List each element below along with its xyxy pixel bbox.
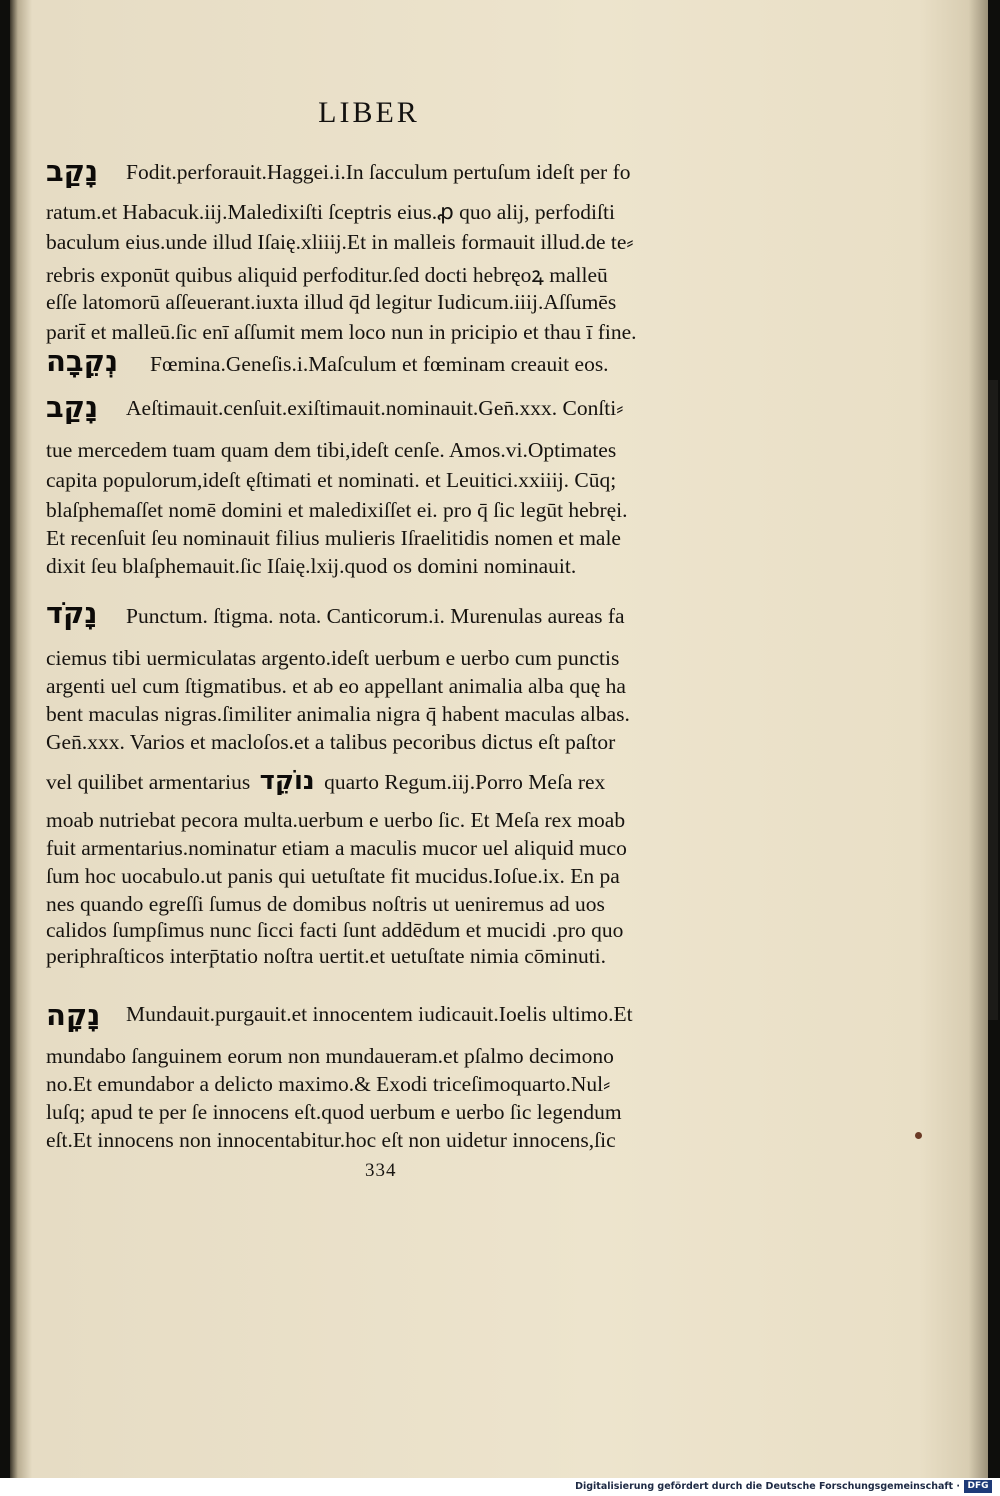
running-head: LIBER <box>318 96 420 129</box>
entry-line: no.Et emundabor a delicto maximo.& Exodi triceſimoquarto.Nul⸗ <box>46 1072 611 1096</box>
inline-headword: נוֹקֵד <box>259 766 315 796</box>
entry-headword: נָקַב <box>46 390 99 424</box>
binding-edge <box>988 380 998 1020</box>
entry-line: Gen̄.xxx. Varios et macloſos.et a talibus pecoribus dictus eſt paſtor <box>46 730 616 754</box>
entry-line: Punctum. ſtigma. nota. Canticorum.i. Murenulas aureas fa <box>126 604 625 628</box>
entry-line: ciemus tibi uermiculatas argento.ideſt uerbum e uerbo cum punctis <box>46 646 620 670</box>
entry-line: ratum.et Habacuk.iij.Maledixiſti ſceptris eius.ꝓ quo alij, perfodiſti <box>46 200 615 224</box>
entry-line: parit̄ et malleū.ſic enī aſſumit mem loco nun in pricipio et thau ī fine. <box>46 320 637 344</box>
entry-line: Mundauit.purgauit.et innocentem iudicauit.Ioelis ultimo.Et <box>126 1002 633 1026</box>
entry-line: eſt.Et innocens non innocentabitur.hoc eſt non uidetur innocens,ſic <box>46 1128 616 1152</box>
funding-credit: Digitalisierung gefördert durch die Deutsche Forschungsgemeinschaft · <box>575 1481 960 1492</box>
entry-line: Fœmina.Geneſis.i.Maſculum et fœminam creauit eos. <box>150 352 609 376</box>
entry-inline-line <box>46 766 605 796</box>
entry-headword: נָקַב <box>46 154 99 188</box>
entry-line: argenti uel cum ſtigmatibus. et ab eo appellant animalia alba quę ha <box>46 674 626 698</box>
entry-line: nes quando egreſſi ſumus de domibus noſtris ut ueniremus ad uos <box>46 892 605 916</box>
entry-line: tue mercedem tuam quam dem tibi,ideſt cenſe. Amos.vi.Optimates <box>46 438 617 462</box>
entry-line: Et recenſuit ſeu nominauit filius mulieris Iſraelitidis nomen et male <box>46 526 621 550</box>
entry-line: moab nutriebat pecora multa.uerbum e uerbo ſic. Et Meſa rex moab <box>46 808 626 832</box>
folio-number: 334 <box>365 1160 397 1181</box>
entry-headword: נָקֹד <box>46 596 98 630</box>
entry-line: baculum eius.unde illud Iſaię.xliiij.Et in malleis formauit illud.de te⸗ <box>46 230 634 254</box>
entry-line: luſq; apud te per ſe innocens eſt.quod uerbum e uerbo ſic legendum <box>46 1100 622 1124</box>
entry-headword: נְקֵבָה <box>46 344 119 378</box>
entry-line: Fodit.perforauit.Haggei.i.In ſacculum pertuſum ideſt per fo <box>126 160 631 184</box>
entry-line: capita populorum,ideſt ęſtimati et nominati. et Leuitici.xxiiij. Cūq; <box>46 468 617 492</box>
entry-line: rebris exponūt quibus aliquid perfoditur.ſed docti hebręoꝝ malleū <box>46 263 608 287</box>
book-page <box>10 0 988 1478</box>
inline-before: vel quilibet armentarius <box>46 770 251 794</box>
entry-headword: נָקָה <box>46 998 101 1032</box>
entry-line: ſum hoc uocabulo.ut panis qui uetuſtate fit mucidus.Ioſue.ix. En pa <box>46 864 620 888</box>
digitization-footer <box>0 1478 1000 1496</box>
dfg-logo: DFG <box>964 1480 992 1493</box>
entry-line: bent maculas nigras.ſimiliter animalia nigra q̄ habent maculas albas. <box>46 702 630 726</box>
entry-line: periphraſticos interp̄tatio noſtra uertit.et uetuſtate nimia cōminuti. <box>46 944 607 968</box>
entry-line: Aeſtimauit.cenſuit.exiſtimauit.nominauit.Gen̄.xxx. Conſti⸗ <box>126 396 624 420</box>
entry-line: eſſe latomorū aſſeuerant.iuxta illud q̄d legitur Iudicum.iiij.Aſſumēs <box>46 290 617 314</box>
entry-line: calidos ſumpſimus nunc ſicci facti ſunt addēdum et mucidi .pro quo <box>46 918 624 942</box>
entry-line: dixit ſeu blaſphemauit.ſic Iſaię.lxij.quod os domini nominauit. <box>46 554 577 578</box>
entry-line: fuit armentarius.nominatur etiam a maculis mucor uel aliquid muco <box>46 836 627 860</box>
entry-line: blaſphemaſſet nomē domini et maledixiſſet ei. pro q̄ ſic legūt hebręi. <box>46 498 628 522</box>
entry-line: mundabo ſanguinem eorum non mundaueram.et pſalmo decimono <box>46 1044 614 1068</box>
inline-after: quarto Regum.iij.Porro Meſa rex <box>324 770 606 794</box>
paper-stain <box>915 1132 922 1139</box>
